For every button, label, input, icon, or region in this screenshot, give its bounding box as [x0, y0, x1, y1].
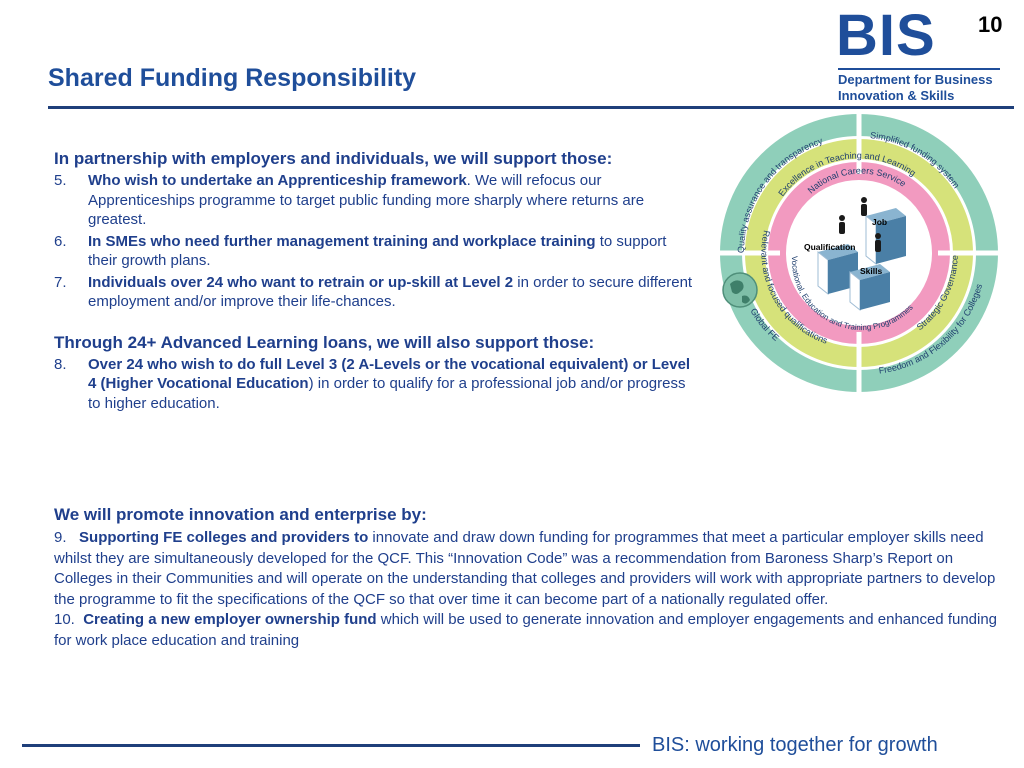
title-divider — [48, 106, 1014, 109]
outer-label-global: Global FE — [748, 306, 782, 343]
block-label-skills: Skills — [860, 266, 883, 276]
page-title: Shared Funding Responsibility — [48, 64, 417, 92]
page-number: 10 — [978, 12, 1003, 37]
inner-label-vocational: Vocational, Education and Training Programmes — [789, 255, 915, 333]
inner-label-careers: National Careers Service — [805, 165, 908, 196]
support-sections — [54, 148, 694, 415]
innovation-section — [54, 504, 1004, 651]
list-item: 8. Over 24 who wish to do full Level 3 (2 A-Levels or the vocational equivalent) or Level 4 (Higher Vocational Education) in order to qualify for a professional job and/or progress to higher education. — [54, 355, 691, 412]
list-item: 6. In SMEs who need further management training and workplace training to support their growth plans. — [54, 232, 667, 269]
outer-label-funding: Simplified funding system — [869, 130, 962, 191]
middle-label-qualifications: Relevant and focused qualifications — [759, 229, 829, 346]
logo-line-2: Innovation & Skills — [838, 88, 955, 103]
list-item: 10. Creating a new employer ownership fund which will be used to generate innovation and employer engagements and enhanced funding for work place education and training — [54, 611, 998, 649]
section3-heading: We will promote innovation and enterprise by: — [54, 505, 427, 524]
outer-label-freedom: Freedom and Flexibility for Colleges — [878, 282, 985, 376]
block-label-job: Job — [872, 217, 888, 227]
footer-divider — [22, 744, 640, 747]
logo-wordmark: BIS — [836, 3, 936, 68]
globe-icon — [723, 273, 757, 307]
section2-heading: Through 24+ Advanced Learning loans, we will also support those: — [54, 332, 595, 352]
middle-label-excellence: Excellence in Teaching and Learning — [776, 150, 918, 199]
list-item: 5. Who wish to undertake an Apprenticeship framework. We will refocus our Apprenticeships programme to target public funding more sharply where returns are greatest. — [54, 172, 645, 228]
bis-logo — [836, 3, 1016, 104]
logo-line-1: Department for Business — [838, 72, 993, 87]
list-item: 9. Supporting FE colleges and providers to innovate and draw down funding for programmes that meet a particular employer skills need whilst they are simultaneously developed for the QCF. This “Innovation Code” was a recommendation from Baroness Sharp’s Report on Colleges in their Communities and will operate on the understanding that colleges and providers will work with appropriate partners to develop the programme to fit the specifications of the QCF so that over time it can become part of a nationally regulated offer. — [54, 529, 996, 608]
logo-divider — [838, 68, 1000, 70]
list-item: 7. Individuals over 24 who want to retrain or up-skill at Level 2 in order to secure different employment and/or improve their life-chances. — [54, 273, 693, 310]
footer-tagline: BIS: working together for growth — [652, 734, 938, 756]
outer-label-quality: Quality assurance and transparency — [735, 135, 824, 254]
middle-label-governance: Strategic Governance — [914, 254, 960, 333]
fe-reform-diagram — [718, 112, 1000, 394]
section1-heading: In partnership with employers and individuals, we will support those: — [54, 149, 613, 168]
block-label-qualification: Qualification — [804, 242, 856, 252]
